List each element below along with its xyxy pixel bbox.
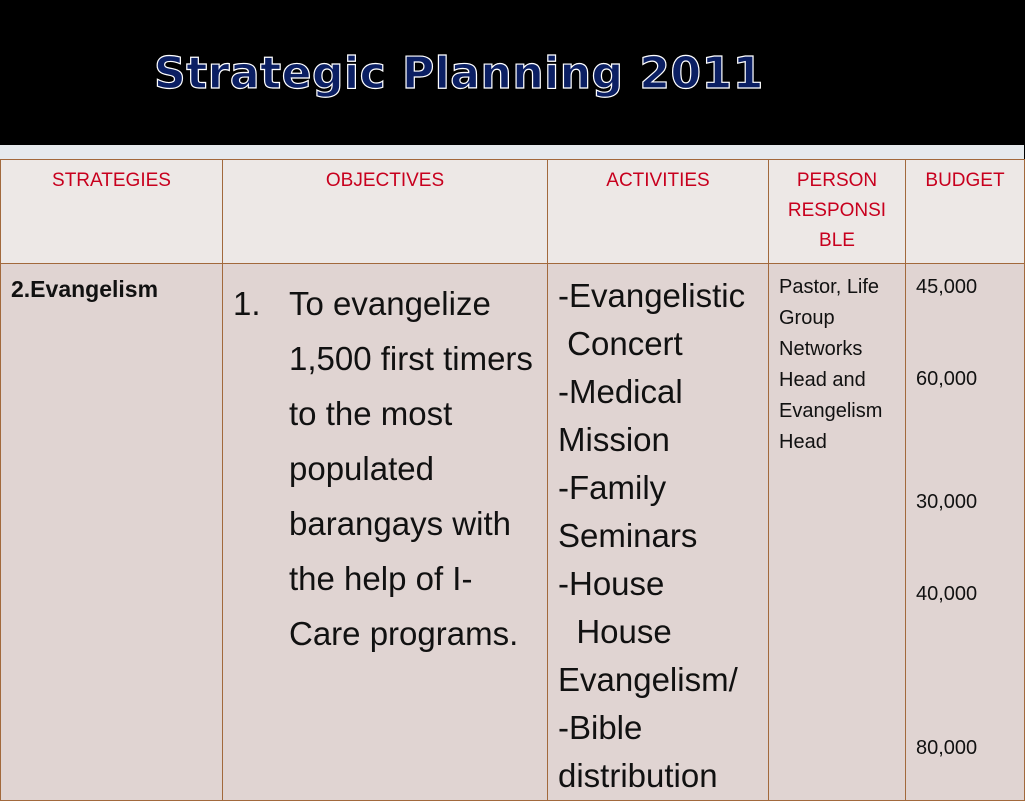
activities-text: -Evangelistic Concert -Medical Mission -Family Seminars -House House Evangelism/ -Bible distribution — [558, 277, 746, 794]
objective-item — [223, 264, 547, 661]
budget-value: 30,000 — [916, 491, 978, 513]
header-budget: BUDGET — [906, 160, 1025, 264]
person-responsible-cell — [769, 264, 906, 801]
slide-title: Strategic Planning 2011 — [154, 48, 764, 99]
objective-cell — [223, 264, 548, 801]
budget-value: 40,000 — [916, 583, 978, 605]
activities-cell — [548, 264, 769, 801]
objective-number: 1. — [233, 285, 261, 322]
header-objectives: OBJECTIVES — [223, 160, 548, 264]
table-header-row — [1, 160, 1025, 264]
budget-value: 80,000 — [916, 737, 978, 759]
strategy-text: 2.Evangelism — [11, 276, 159, 302]
header-strategies: STRATEGIES — [1, 160, 223, 264]
budget-list — [906, 264, 1024, 784]
header-person-responsible: PERSON RESPONSI BLE — [769, 160, 906, 264]
objective-text: To evangelize 1,500 first timers to the most populated barangays with the help of I-Care programs. — [289, 285, 533, 652]
budget-cell — [906, 264, 1025, 801]
budget-value: 45,000 — [916, 276, 978, 298]
table-row — [1, 264, 1025, 801]
title-band — [0, 0, 1024, 145]
strategy-cell — [1, 264, 223, 801]
person-responsible-text: Pastor, Life Group Networks Head and Evangelism Head — [779, 276, 883, 453]
budget-value: 60,000 — [916, 368, 978, 390]
header-activities: ACTIVITIES — [548, 160, 769, 264]
divider-stripe — [0, 145, 1024, 159]
strategic-plan-table — [0, 159, 1025, 801]
